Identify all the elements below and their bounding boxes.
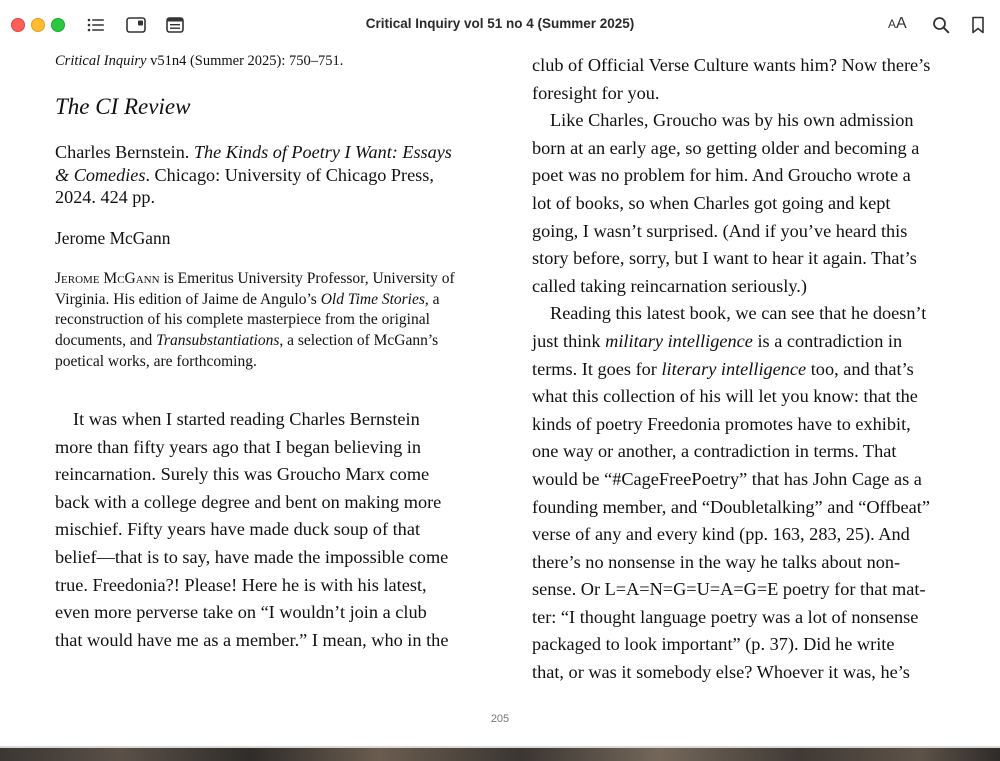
page-number: 205 [490,713,510,725]
bookmark-icon[interactable] [967,14,989,36]
text-line: called taking reincarnation seriously.) [532,275,807,296]
text-line: story before, sorry, but I want to hear it again. That’s [532,248,917,269]
font-size-big-glyph: A [896,15,907,32]
text-line: packaged to look important” (p. 37). Did he write [532,634,895,655]
text-line: foresight for you. [532,82,660,103]
text-line: would be “#CageFreePoetry” that has John Cage as a [532,468,922,489]
text-line: what this collection of his will let you know: that the [532,386,918,407]
text-line: Like Charles, Groucho was by his own admission [550,110,914,131]
bio-text-3: , a selection of McGann’s poetical works, are forthcoming. [55,332,439,370]
font-size-small-glyph: A [888,17,897,31]
text-line: club of Official Verse Culture wants him? Now there’s [532,55,931,75]
text-line: verse of any and every kind (pp. 163, 283, 25). And [532,524,910,545]
text-line: back with a college degree and bent on making more [55,491,442,512]
text-segment: too, and that’s [806,358,914,379]
review-body-right [532,52,952,687]
text-line [532,356,952,384]
citation-rest: v51n4 (Summer 2025): 750–751. [146,53,344,69]
text-emphasis: military intelligence [605,330,753,351]
section-title: The CI Review [55,94,191,119]
text-line: mischief. Fifty years have made duck soup of that [55,519,421,540]
book-title: The Kinds of Poetry I Want: Essays & Comedies [55,142,452,185]
bio-title-2: Transubstantiations [156,332,280,350]
text-line: lot of books, so when Charles got going and kept [532,192,891,213]
reviewer-name: Jerome McGann [55,228,171,248]
text-line: founding member, and “Doubletalking” and “Offbeat” [532,496,930,517]
text-line: belief—that is to say, have made the impossible come [55,546,449,567]
bio-text-1: is Emeritus University Professor, University of Virginia. His edition of Jaime de Angulo’s [55,270,455,308]
bio-text-2: , a reconstruction of his complete masterpiece from the original documents, and [55,290,440,350]
bio-name: Jerome McGann [55,270,160,287]
book-publication: . Chicago: University of Chicago Press, 2024. 424 pp. [55,164,434,207]
search-icon[interactable] [930,14,952,36]
text-line: kinds of poetry Freedonia promotes have to exhibit, [532,413,911,434]
review-body-left [55,406,470,654]
text-line: true. Freedonia?! Please! Here he is with his latest, [55,574,427,595]
book-author: Charles Bernstein. [55,142,194,162]
text-line: going, I wasn’t surprised. (And if you’ve heard this [532,220,908,241]
text-line: born at an early age, so getting older and becoming a [532,137,920,158]
citation [55,53,343,70]
toolbar [0,0,1000,50]
text-line: It was when I started reading Charles Bernstein [73,409,420,429]
text-segment: is a contradiction in [752,330,903,351]
text-line: there’s no nonsense in the way he talks about non- [532,551,901,572]
text-line: Reading this latest book, we can see that he doesn’t [550,303,927,324]
window-title: Critical Inquiry vol 51 no 4 (Summer 2025) [365,16,635,31]
text-segment: terms. It goes for [532,358,662,379]
citation-journal: Critical Inquiry [55,53,147,69]
text-line: ter: “I thought language poetry was a lot of nonsense [532,606,919,627]
font-size-button[interactable] [888,15,907,33]
text-line: that would have me as a member.” I mean, who in the [55,629,449,650]
text-line: more than fifty years ago that I began believing in [55,436,422,457]
book-reference [55,141,470,209]
text-line: sense. Or L=A=N=G=U=A=G=E poetry for that mat- [532,579,926,600]
text-segment: just think [532,330,606,351]
text-line [532,328,952,356]
text-emphasis: literary intelligence [661,358,807,379]
desktop-background-strip [0,746,1000,761]
reviewer-bio [55,269,470,373]
text-line: one way or another, a contradiction in terms. That [532,441,897,462]
text-line: that, or was it somebody else? Whoever it was, he’s [532,662,910,683]
text-line: reincarnation. Surely this was Groucho Marx come [55,464,430,485]
text-line: even more perverse take on “I wouldn’t join a club [55,602,427,623]
text-line: poet was no problem for him. And Groucho wrote a [532,165,911,186]
bio-title-1: Old Time Stories [320,290,425,308]
